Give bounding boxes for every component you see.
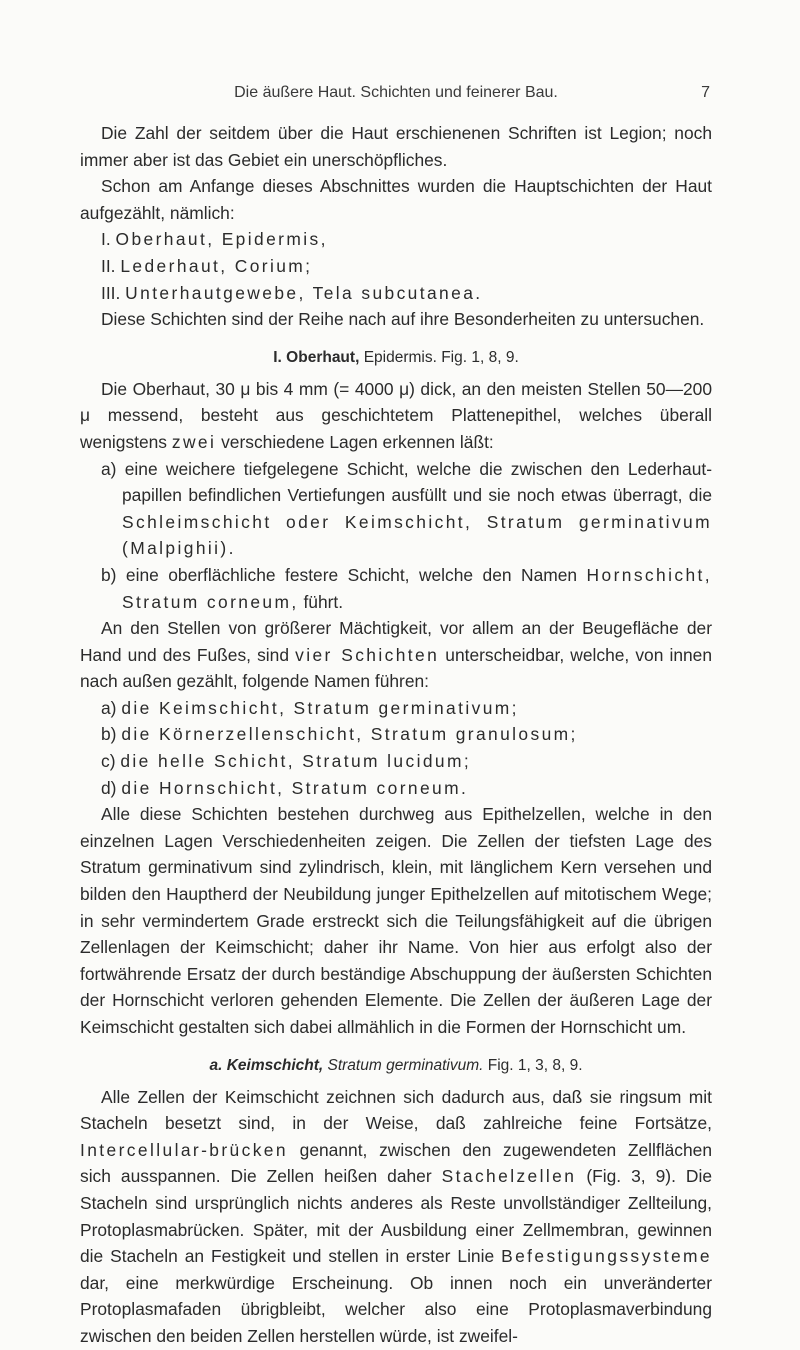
section-heading-rest: Epidermis. Fig. 1, 8, 9. — [363, 348, 519, 366]
text-run: (Fig. 3, 9). Die Stacheln sind ursprünglich nichts anderes als Reste unvollständiger Zellteilung, Protoplasmabrücken. Später, mit der Ausbildung einer Zellmembran, gewinnen die Stacheln an Festigkeit und stellen in erster Linie — [80, 1166, 713, 1267]
list-item — [80, 280, 712, 307]
list-number: c) — [101, 751, 116, 772]
text-run: führt. — [303, 591, 344, 612]
list-item — [80, 226, 712, 253]
body-paragraph: Alle diese Schichten bestehen durchweg aus Epithelzellen, welche in den einzelnen Lagen Verschiedenheiten zeigen. Die Zellen der tiefsten Lage des Stratum germinativum sind zylindrisch, klein, mit länglichem Kern versehen und bilden den Hauptherd der Neubildung junger Epithelzellen auf mitotischem Wege; in sehr vermindertem Grade erstreckt sich die Teilungsfähigkeit auf die übrigen Zellenlagen der Keimschicht; daher ihr Name. Von hier aus erfolgt also der fortwährende Ersatz der durch beständige Abschuppung der äußersten Schichten der Hornschicht verloren gehenden Elemente. Die Zellen der äußeren Lage der Keimschicht gestalten sich dabei allmählich in die Formen der Hornschicht um. — [80, 804, 712, 1037]
text-run: genannt, zwischen den zugewendeten Zellflächen sich ausspannen. Die Zellen heißen daher — [80, 1139, 712, 1187]
list-item — [80, 695, 712, 722]
subsection-heading-bold: a. Keimschicht, — [209, 1056, 324, 1074]
body-paragraph — [80, 376, 712, 456]
spaced-text: Intercellular-brücken — [80, 1139, 288, 1160]
list-item — [80, 253, 712, 280]
list-item — [80, 721, 712, 748]
spaced-text: Stachelzellen — [441, 1166, 577, 1187]
section-heading — [80, 347, 712, 368]
spaced-text: vier Schichten — [295, 644, 440, 665]
spaced-text: Hornschicht, Stratum corneum, — [122, 564, 712, 612]
lettered-item — [80, 562, 712, 615]
section-heading-bold: I. Oberhaut, — [273, 348, 360, 366]
spaced-text: Schleimschicht oder Keimschicht, Stratum germinativum (Malpighii). — [122, 511, 712, 559]
list-number: d) — [101, 777, 117, 798]
list-item — [80, 748, 712, 775]
list-number: a) — [101, 697, 117, 718]
lettered-item — [80, 456, 712, 562]
spaced-text: zwei — [171, 431, 217, 452]
list-text: die Keimschicht, Stratum germinativum; — [121, 697, 519, 718]
header-title: Die äußere Haut. Schichten und feinerer Bau. — [234, 84, 558, 101]
subsection-heading-italic: Stratum germinativum. — [327, 1056, 484, 1074]
page-body — [80, 120, 712, 1350]
list-item — [80, 775, 712, 802]
body-paragraph — [80, 1084, 712, 1350]
text-run: Die Oberhaut, 30 μ bis 4 mm (= 4000 μ) dick, an den meisten Stellen 50—200 μ messend, besteht aus geschichtetem Plattenepithel, welches überall wenigstens — [80, 378, 712, 452]
list-number: III. — [101, 282, 121, 303]
list-text: die Hornschicht, Stratum corneum. — [121, 777, 469, 798]
text-run: unterscheidbar, welche, von innen nach außen gezählt, folgende Namen führen: — [80, 644, 713, 692]
list-number: b) — [101, 724, 117, 745]
page-number: 7 — [701, 84, 710, 101]
text-run: b) eine oberflächliche festere Schicht, welche den Namen — [101, 564, 578, 585]
intro-paragraph: Schon am Anfange dieses Abschnittes wurden die Hauptschichten der Haut aufgezählt, nämlich: — [80, 176, 712, 223]
intro-paragraph: Diese Schichten sind der Reihe nach auf ihre Besonderheiten zu untersuchen. — [101, 309, 705, 330]
text-run: Alle Zellen der Keimschicht zeichnen sich dadurch aus, daß sie ringsum mit Stacheln besetzt sind, in der Weise, daß zahlreiche feine Fortsätze, — [80, 1086, 712, 1134]
list-text: Unterhautgewebe, Tela subcutanea. — [125, 282, 483, 303]
list-text: Lederhaut, Corium; — [120, 255, 313, 276]
list-text: die Körnerzellenschicht, Stratum granulosum; — [121, 724, 578, 745]
list-text: die helle Schicht, Stratum lucidum; — [120, 751, 472, 772]
text-run: dar, eine merkwürdige Erscheinung. Ob innen noch ein unveränderter Protoplasmafaden übrigbleibt, welcher also eine Protoplasmaverbindung zwischen den beiden Zellen herstellen würde, ist zweifel- — [80, 1272, 712, 1346]
list-number: I. — [101, 229, 111, 250]
list-text: Oberhaut, Epidermis, — [115, 229, 328, 250]
spaced-text: Befestigungssysteme — [501, 1246, 712, 1267]
subsection-heading-rest: Fig. 1, 3, 8, 9. — [487, 1056, 583, 1074]
running-header — [80, 84, 712, 106]
body-paragraph — [80, 615, 712, 695]
list-number: II. — [101, 255, 116, 276]
text-run: a) eine weichere tiefgelegene Schicht, welche die zwischen den Lederhaut-papillen befindlichen Vertiefungen ausfüllt und sie noch etwas überragt, die — [101, 458, 712, 506]
subsection-heading — [80, 1055, 712, 1076]
intro-paragraph: Die Zahl der seitdem über die Haut erschienenen Schriften ist Legion; noch immer aber ist das Gebiet ein unerschöpfliches. — [80, 123, 712, 170]
text-run: verschiedene Lagen erkennen läßt: — [221, 431, 494, 452]
text-run: An den Stellen von größerer Mächtigkeit, vor allem an der Beugefläche der Hand und des Fußes, sind — [80, 618, 712, 665]
